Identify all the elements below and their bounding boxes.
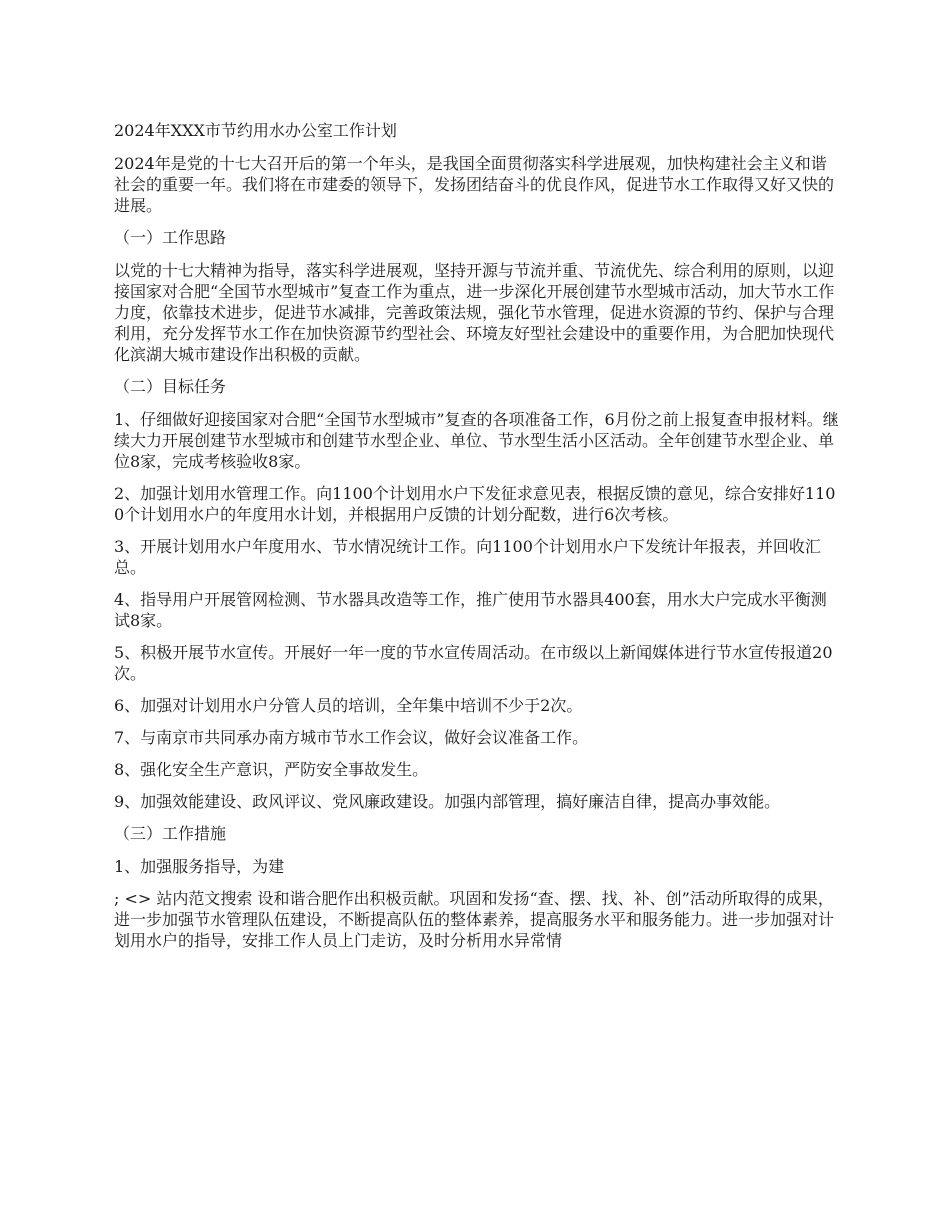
task-item: 9、加强效能建设、政风评议、党风廉政建设。加强内部管理，搞好廉洁自律，提高办事效能。 xyxy=(114,792,781,811)
task-item: 3、开展计划用水户年度用水、节水情况统计工作。向1100个计划用水户下发统计年报表，并回收汇总。 xyxy=(114,537,821,577)
section-heading-measures: （三）工作措施 xyxy=(114,824,227,843)
task-item: 6、加强对计划用水户分管人员的培训，全年集中培训不少于2次。 xyxy=(114,696,583,715)
measure-item: 1、加强服务指导，为建 xyxy=(114,857,285,876)
task-item: 2、加强计划用水管理工作。向1100个计划用水户下发征求意见表，根据反馈的意见，综合安排好1100个计划用水户的年度用水计划，并根据用户反馈的计划分配数，进行6次考核。 xyxy=(114,484,836,524)
task-item: 7、与南京市共同承办南方城市节水工作会议，做好会议准备工作。 xyxy=(114,728,589,747)
document-title: 2024年XXX市节约用水办公室工作计划 xyxy=(114,121,397,140)
section-heading-goals: （二）目标任务 xyxy=(114,377,227,396)
task-item: 1、仔细做好迎接国家对合肥“全国节水型城市”复查的各项准备工作，6月份之前上报复查申报材料。继续大力开展创建节水型城市和创建节水型企业、单位、节水型生活小区活动。全年创建节水型企业、单位8家，完成考核验收8家。 xyxy=(114,410,839,471)
continuation-paragraph: ; <> 站内范文搜索 设和谐合肥作出积极贡献。巩固和发扬“查、摆、找、补、创”活动所取得的成果，进一步加强节水管理队伍建设，不断提高队伍的整体素养，提高服务水平和服务能力。进一步加强对计划用水户的指导，安排工作人员上门走访，及时分析用水异常情 xyxy=(114,889,835,950)
document-page xyxy=(114,120,840,962)
task-item: 5、积极开展节水宣传。开展好一年一度的节水宣传周活动。在市级以上新闻媒体进行节水宣传报道20次。 xyxy=(114,643,833,683)
intro-paragraph: 2024年是党的十七大召开后的第一个年头，是我国全面贯彻落实科学进展观，加快构建社会主义和谐社会的重要一年。我们将在市建委的领导下，发扬团结奋斗的优良作风，促进节水工作取得又好又快的进展。 xyxy=(114,154,835,215)
section-heading-work-approach: （一）工作思路 xyxy=(114,228,227,247)
work-approach-paragraph: 以党的十七大精神为指导，落实科学进展观，坚持开源与节流并重、节流优先、综合利用的原则，以迎接国家对合肥“全国节水型城市”复查工作为重点，进一步深化开展创建节水型城市活动，加大节水工作力度，依靠技术进步，促进节水减排，完善政策法规，强化节水管理，促进水资源的节约、保护与合理利用，充分发挥节水工作在加快资源节约型社会、环境友好型社会建设中的重要作用，为合肥加快现代化滨湖大城市建设作出积极的贡献。 xyxy=(114,261,835,364)
task-item: 8、强化安全生产意识，严防安全事故发生。 xyxy=(114,760,429,779)
task-item: 4、指导用户开展管网检测、节水器具改造等工作，推广使用节水器具400套，用水大户完成水平衡测试8家。 xyxy=(114,590,827,630)
